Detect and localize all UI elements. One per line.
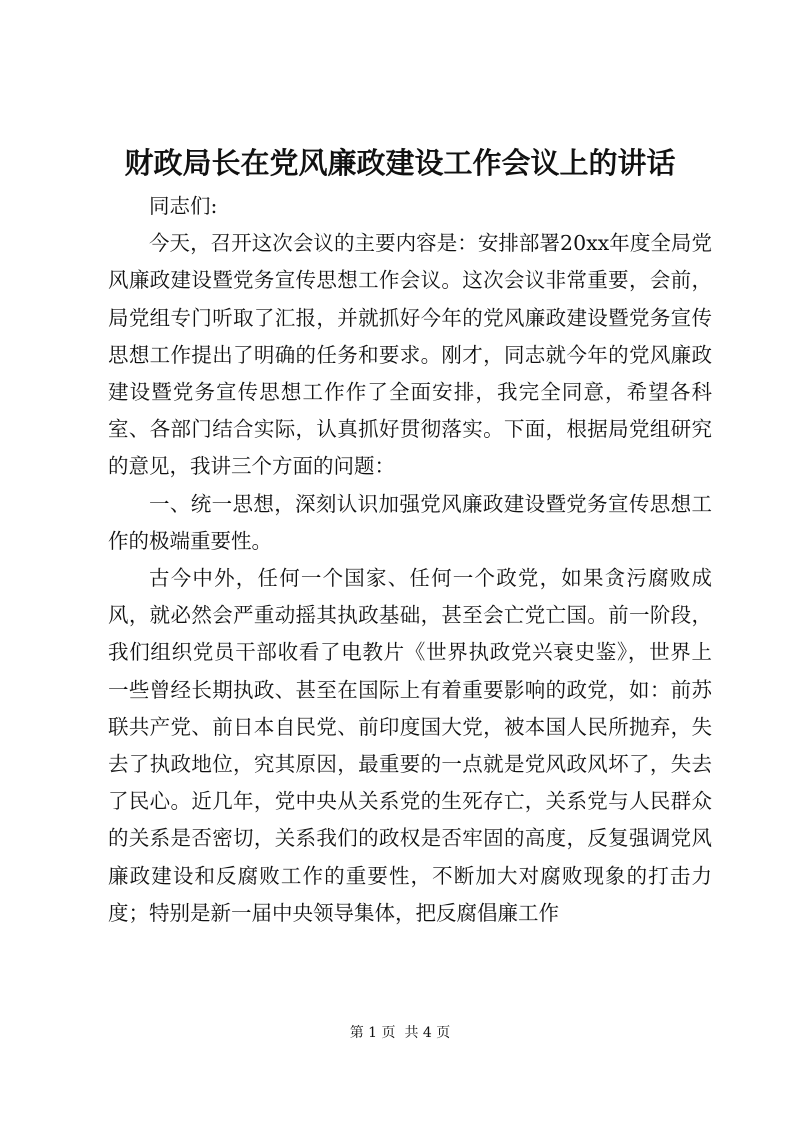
page-number: 第 1 页 共 4 页 (349, 1025, 451, 1041)
page-footer (0, 1023, 800, 1043)
intro-paragraph: 今天，召开这次会议的主要内容是：安排部署20xx年度全局党风廉政建设暨党务宣传思想工作会议。这次会议非常重要，会前，局党组专门听取了汇报，并就抓好今年的党风廉政建设暨党务宣传思想工作提出了明确的任务和要求。刚才，同志就今年的党风廉政建设暨党务宣传思想工作作了全面安排，我完全同意，希望各科室、各部门结合实际，认真抓好贯彻落实。下面，根据局党组研究的意见，我讲三个方面的问题： (108, 231, 712, 479)
section-heading-paragraph: 一、统一思想，深刻认识加强党风廉政建设暨党务宣传思想工作的极端重要性。 (108, 491, 712, 553)
document-title: 财政局长在党风廉政建设工作会议上的讲话 (124, 146, 676, 180)
salutation-paragraph: 同志们: (149, 194, 218, 218)
document-body (108, 188, 712, 932)
body-paragraph: 古今中外，任何一个国家、任何一个政党，如果贪污腐败成风，就必然会严重动摇其执政基础，甚至会亡党亡国。前一阶段，我们组织党员干部收看了电教片《世界执政党兴衰史鉴》，世界上一些曾经长期执政、甚至在国际上有着重要影响的政党，如：前苏联共产党、前日本自民党、前印度国大党，被本国人民所抛弃，失去了执政地位，究其原因，最重要的一点就是党风政风坏了，失去了民心。近几年，党中央从关系党的生死存亡，关系党与人民群众的关系是否密切，关系我们的政权是否牢固的高度，反复强调党风廉政建设和反腐败工作的重要性，不断加大对腐败现象的打击力度；特别是新一届中央领导集体，把反腐倡廉工作 (108, 566, 712, 925)
